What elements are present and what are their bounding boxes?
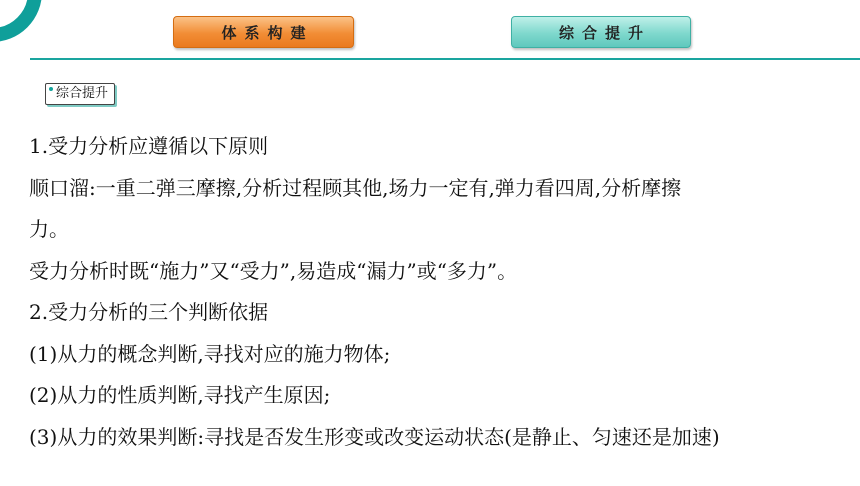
- force-warning: 受力分析时既“施力”又“受力”,易造成“漏力”或“多力”。: [29, 258, 518, 283]
- section-label: [45, 83, 115, 105]
- criterion-1: (1)从力的概念判断,寻找对应的施力物体;: [29, 341, 391, 366]
- criteria-heading: 2.受力分析的三个判断依据: [29, 300, 269, 324]
- criterion-3: (3)从力的效果判断:寻找是否发生形变或改变运动状态(是静止、匀速还是加速): [29, 424, 720, 449]
- tab-comprehensive-improvement[interactable]: 综合提升: [511, 16, 691, 48]
- section-label-text: 综合提升: [56, 86, 109, 101]
- tab-system-construction[interactable]: 体系构建: [173, 16, 354, 48]
- corner-decoration: [0, 0, 42, 42]
- bullet-dot-icon: [49, 87, 53, 91]
- principle-heading: 1.受力分析应遵循以下原则: [29, 134, 269, 158]
- mnemonic-line-1: 顺口溜:一重二弹三摩擦,分析过程顾其他,场力一定有,弹力看四周,分析摩擦: [29, 175, 682, 200]
- criterion-2: (2)从力的性质判断,寻找产生原因;: [29, 383, 331, 407]
- content-body: [29, 126, 844, 458]
- header-divider: [30, 58, 860, 60]
- mnemonic-line-2: 力。: [29, 217, 69, 241]
